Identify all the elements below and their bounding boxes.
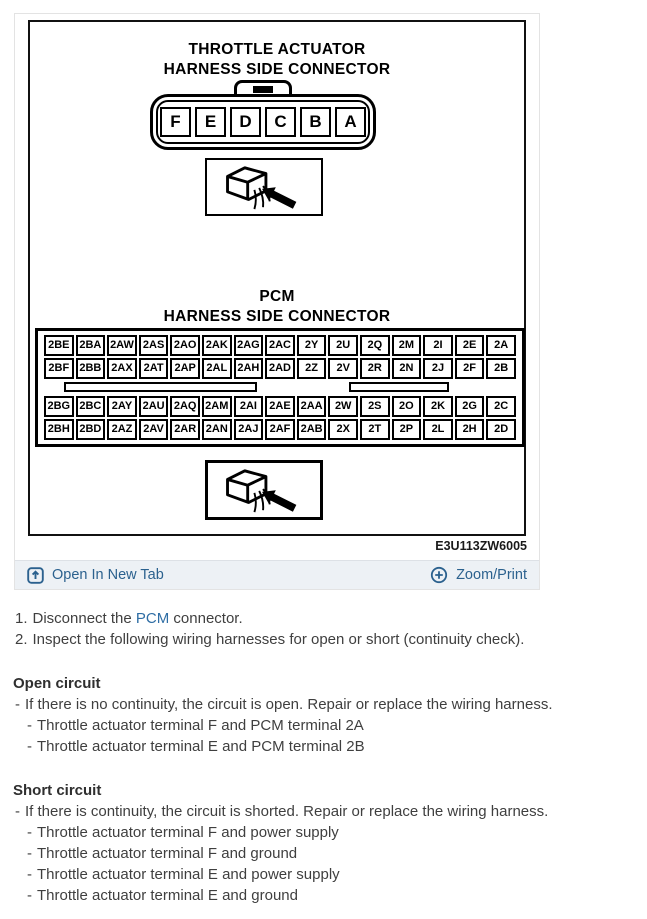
step-2-number: 2. bbox=[15, 631, 28, 648]
open-circuit-item bbox=[13, 715, 637, 736]
pcm-terminal-2AI: 2AI bbox=[234, 396, 264, 417]
throttle-terminal-E: E bbox=[195, 107, 226, 137]
open-in-new-tab-link[interactable] bbox=[27, 567, 164, 584]
item-text: Throttle actuator terminal E and ground bbox=[37, 887, 298, 904]
pcm-terminal-2B: 2B bbox=[486, 358, 516, 379]
throttle-connector-drawing bbox=[150, 94, 376, 150]
harness-connector-icon bbox=[216, 464, 312, 516]
diagram-widget bbox=[14, 13, 540, 590]
pointer-arrow-icon bbox=[262, 490, 296, 511]
pcm-key-slot-left bbox=[64, 382, 257, 392]
step-1-number: 1. bbox=[15, 610, 28, 627]
pcm-terminal-2AQ: 2AQ bbox=[170, 396, 200, 417]
dash: - bbox=[15, 803, 20, 820]
pcm-terminal-2M: 2M bbox=[392, 335, 422, 356]
pcm-title-line1: PCM bbox=[259, 288, 295, 305]
pcm-terminal-2R: 2R bbox=[360, 358, 390, 379]
short-circuit-item bbox=[13, 822, 637, 843]
pcm-grid-top bbox=[44, 335, 516, 379]
instructions bbox=[13, 608, 637, 906]
pcm-terminal-2W: 2W bbox=[328, 396, 358, 417]
pcm-terminal-2AX: 2AX bbox=[107, 358, 137, 379]
pcm-terminal-2BG: 2BG bbox=[44, 396, 74, 417]
throttle-terminal-C: C bbox=[265, 107, 296, 137]
pcm-connector-drawing bbox=[35, 328, 525, 447]
pcm-link[interactable]: PCM bbox=[135, 610, 170, 627]
pcm-terminal-2T: 2T bbox=[360, 419, 390, 440]
pcm-grid-bottom bbox=[44, 396, 516, 440]
pcm-terminal-2AW: 2AW bbox=[107, 335, 137, 356]
pcm-terminal-2AO: 2AO bbox=[170, 335, 200, 356]
pcm-connector-title bbox=[30, 287, 524, 327]
pcm-terminal-2J: 2J bbox=[423, 358, 453, 379]
pcm-terminal-2BF: 2BF bbox=[44, 358, 74, 379]
pcm-terminal-2BB: 2BB bbox=[76, 358, 106, 379]
image-toolbar bbox=[15, 560, 539, 589]
pcm-terminal-2I: 2I bbox=[423, 335, 453, 356]
pcm-terminal-2P: 2P bbox=[392, 419, 422, 440]
pcm-terminal-2S: 2S bbox=[360, 396, 390, 417]
dash: - bbox=[27, 866, 32, 883]
throttle-title-line2: HARNESS SIDE CONNECTOR bbox=[163, 61, 391, 78]
item-text: Throttle actuator terminal F and ground bbox=[37, 845, 298, 862]
pcm-terminal-2AG: 2AG bbox=[234, 335, 264, 356]
connector-view-icon-box-1 bbox=[205, 158, 323, 216]
pcm-terminal-2AN: 2AN bbox=[202, 419, 232, 440]
pointer-arrow-icon bbox=[262, 187, 296, 208]
dash: - bbox=[15, 696, 20, 713]
figure-code: E3U113ZW6005 bbox=[435, 539, 527, 553]
dash: - bbox=[27, 824, 32, 841]
pcm-terminal-2AL: 2AL bbox=[202, 358, 232, 379]
throttle-terminal-F: F bbox=[160, 107, 191, 137]
pcm-terminal-2AR: 2AR bbox=[170, 419, 200, 440]
diagram-frame bbox=[28, 20, 526, 536]
open-in-new-tab-icon bbox=[27, 567, 44, 584]
pcm-terminal-2AT: 2AT bbox=[139, 358, 169, 379]
pcm-terminal-2K: 2K bbox=[423, 396, 453, 417]
zoom-print-label: Zoom/Print bbox=[456, 567, 527, 583]
pcm-terminal-2A: 2A bbox=[486, 335, 516, 356]
dash: - bbox=[27, 738, 32, 755]
pcm-key-band bbox=[44, 380, 516, 395]
pcm-terminal-2Q: 2Q bbox=[360, 335, 390, 356]
pcm-terminal-2BH: 2BH bbox=[44, 419, 74, 440]
pcm-terminal-2AV: 2AV bbox=[139, 419, 169, 440]
throttle-terminal-row bbox=[156, 100, 370, 144]
short-circuit-item bbox=[13, 885, 637, 906]
pcm-terminal-2Y: 2Y bbox=[297, 335, 327, 356]
short-circuit-lead bbox=[13, 801, 637, 822]
pcm-terminal-2AJ: 2AJ bbox=[234, 419, 264, 440]
zoom-print-link[interactable] bbox=[430, 566, 527, 584]
pcm-terminal-2BC: 2BC bbox=[76, 396, 106, 417]
dash: - bbox=[27, 717, 32, 734]
throttle-connector-title bbox=[30, 40, 524, 80]
pcm-terminal-2AY: 2AY bbox=[107, 396, 137, 417]
pcm-terminal-2D: 2D bbox=[486, 419, 516, 440]
pcm-terminal-2AD: 2AD bbox=[265, 358, 295, 379]
lead-text: If there is continuity, the circuit is shorted. Repair or replace the wiring harness. bbox=[25, 803, 549, 820]
pcm-terminal-2AS: 2AS bbox=[139, 335, 169, 356]
item-text: Throttle actuator terminal E and power supply bbox=[37, 866, 340, 883]
pcm-terminal-2Z: 2Z bbox=[297, 358, 327, 379]
pcm-terminal-2AH: 2AH bbox=[234, 358, 264, 379]
step-2 bbox=[13, 629, 637, 650]
pcm-terminal-2X: 2X bbox=[328, 419, 358, 440]
pcm-terminal-2V: 2V bbox=[328, 358, 358, 379]
pcm-terminal-2G: 2G bbox=[455, 396, 485, 417]
pcm-terminal-2O: 2O bbox=[392, 396, 422, 417]
item-text: Throttle actuator terminal F and power supply bbox=[37, 824, 339, 841]
short-circuit-heading: Short circuit bbox=[13, 782, 102, 799]
step-2-text: Inspect the following wiring harnesses for open or short (continuity check). bbox=[32, 631, 525, 648]
connector-view-icon-box-2 bbox=[205, 460, 323, 520]
pcm-terminal-2AE: 2AE bbox=[265, 396, 295, 417]
pcm-terminal-2AP: 2AP bbox=[170, 358, 200, 379]
step-1-text-post: connector. bbox=[169, 610, 243, 627]
pcm-terminal-2AZ: 2AZ bbox=[107, 419, 137, 440]
item-text: Throttle actuator terminal E and PCM terminal 2B bbox=[37, 738, 365, 755]
pcm-terminal-2AM: 2AM bbox=[202, 396, 232, 417]
pcm-terminal-2BE: 2BE bbox=[44, 335, 74, 356]
short-circuit-item bbox=[13, 864, 637, 885]
zoom-plus-icon bbox=[430, 566, 448, 584]
pcm-terminal-2BD: 2BD bbox=[76, 419, 106, 440]
dash: - bbox=[27, 887, 32, 904]
item-text: Throttle actuator terminal F and PCM terminal 2A bbox=[37, 717, 364, 734]
dash: - bbox=[27, 845, 32, 862]
pcm-title-line2: HARNESS SIDE CONNECTOR bbox=[163, 308, 391, 325]
pcm-terminal-2BA: 2BA bbox=[76, 335, 106, 356]
throttle-terminal-D: D bbox=[230, 107, 261, 137]
pcm-terminal-2C: 2C bbox=[486, 396, 516, 417]
pcm-terminal-2AU: 2AU bbox=[139, 396, 169, 417]
step-1-text-pre: Disconnect the bbox=[32, 610, 136, 627]
short-circuit-item bbox=[13, 843, 637, 864]
pcm-terminal-2H: 2H bbox=[455, 419, 485, 440]
latch-pin bbox=[253, 86, 273, 93]
pcm-terminal-2AF: 2AF bbox=[265, 419, 295, 440]
pcm-terminal-2AK: 2AK bbox=[202, 335, 232, 356]
pcm-terminal-2N: 2N bbox=[392, 358, 422, 379]
open-circuit-heading: Open circuit bbox=[13, 675, 101, 692]
pcm-key-slot-right bbox=[349, 382, 449, 392]
open-circuit-lead bbox=[13, 694, 637, 715]
open-in-new-tab-label: Open In New Tab bbox=[52, 567, 164, 583]
pcm-terminal-2F: 2F bbox=[455, 358, 485, 379]
connector-housing bbox=[150, 94, 376, 150]
step-1 bbox=[13, 608, 637, 629]
pcm-terminal-2AA: 2AA bbox=[297, 396, 327, 417]
pcm-terminal-2AC: 2AC bbox=[265, 335, 295, 356]
throttle-terminal-A: A bbox=[335, 107, 366, 137]
throttle-terminal-B: B bbox=[300, 107, 331, 137]
open-circuit-item bbox=[13, 736, 637, 757]
harness-connector-icon bbox=[216, 161, 312, 213]
pcm-terminal-2E: 2E bbox=[455, 335, 485, 356]
lead-text: If there is no continuity, the circuit is open. Repair or replace the wiring harness. bbox=[25, 696, 553, 713]
pcm-terminal-2L: 2L bbox=[423, 419, 453, 440]
throttle-title-line1: THROTTLE ACTUATOR bbox=[188, 41, 366, 58]
pcm-terminal-2AB: 2AB bbox=[297, 419, 327, 440]
pcm-terminal-2U: 2U bbox=[328, 335, 358, 356]
